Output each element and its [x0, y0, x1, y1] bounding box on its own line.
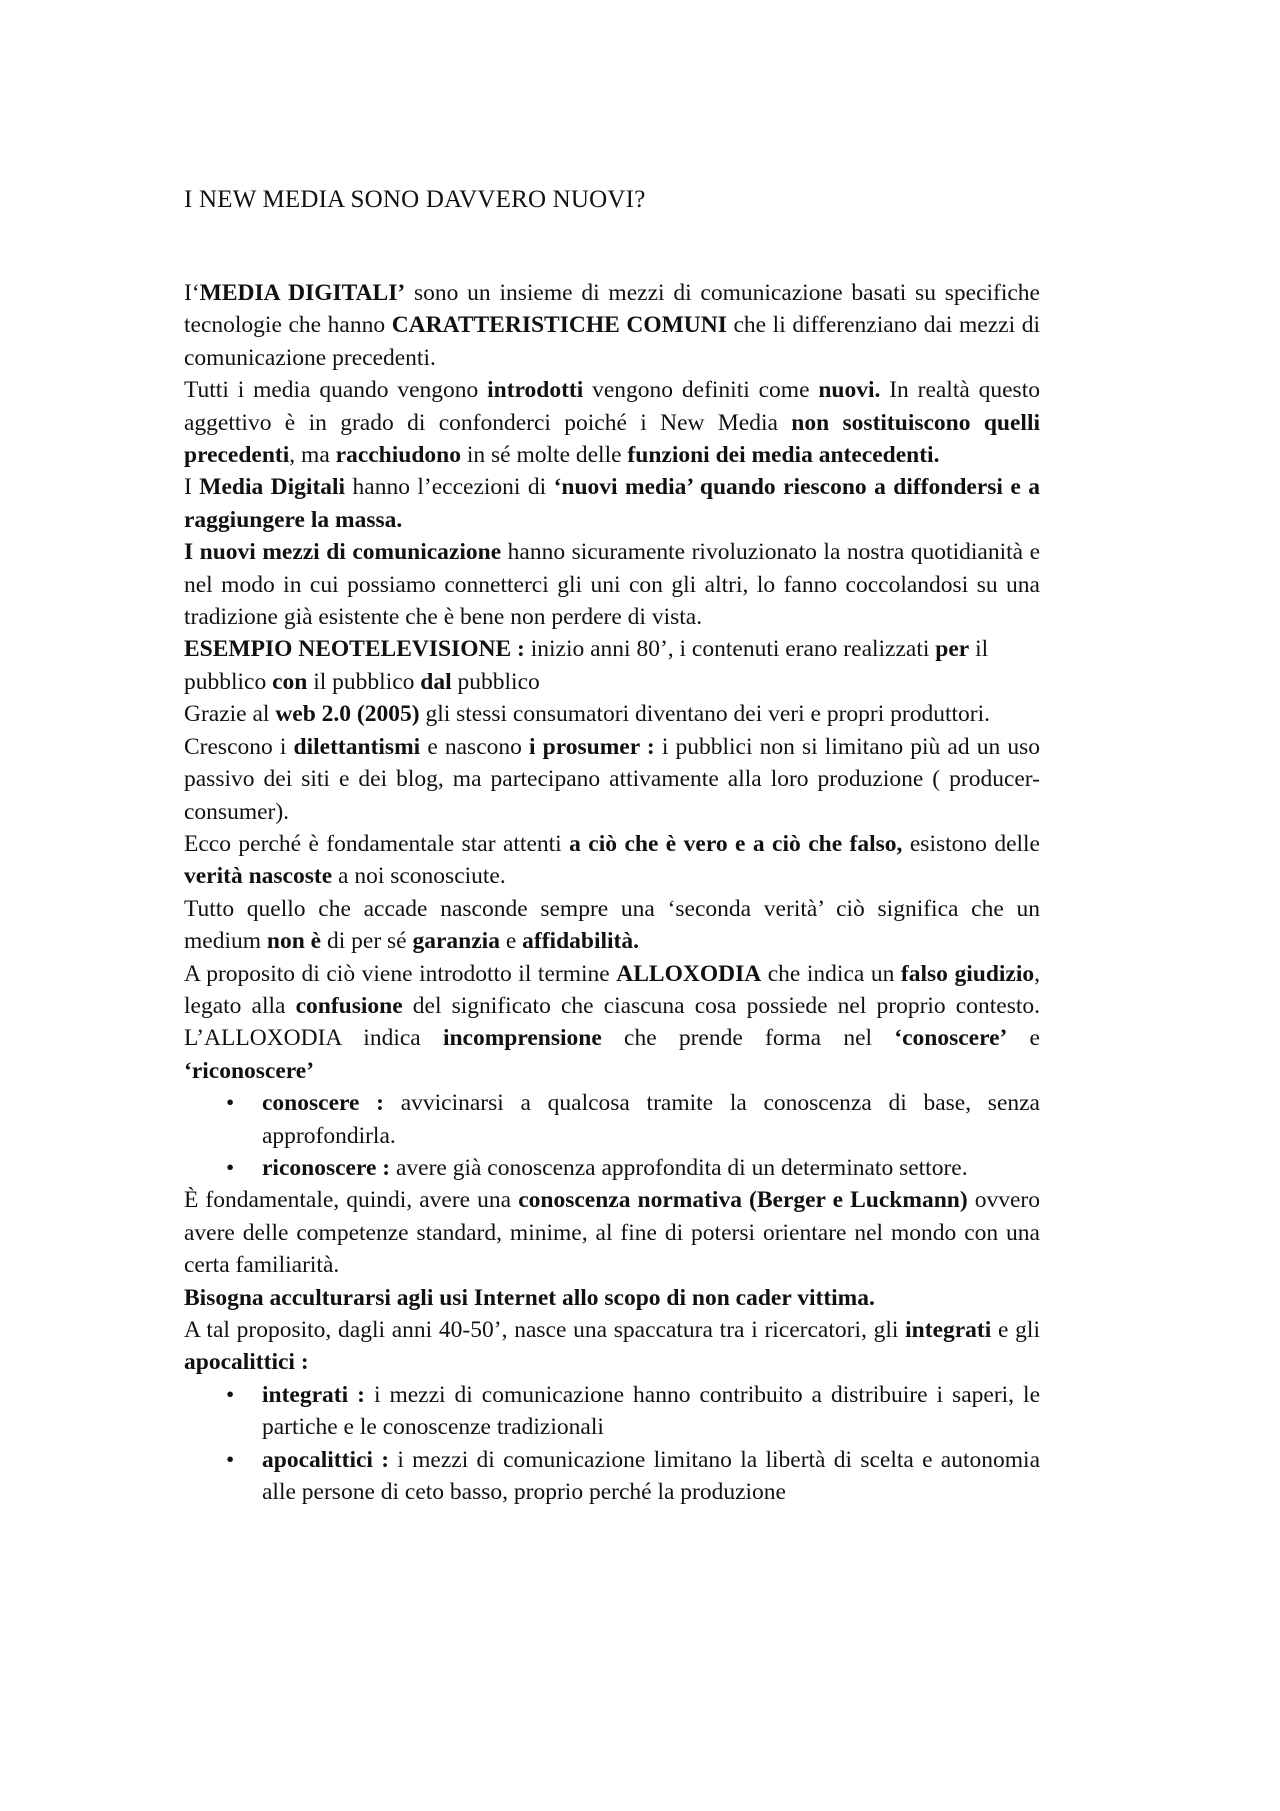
bullet-list-conoscere	[184, 1087, 1040, 1184]
paragraph-prosumer: Crescono i dilettantismi e nascono i prosumer : i pubblici non si limitano più ad un uso passivo dei siti e dei blog, ma partecipano attivamente alla loro produzione ( producer-consumer).	[184, 733, 1040, 825]
paragraph-web20: Grazie al web 2.0 (2005) gli stessi consumatori diventano dei veri e propri produttori.	[184, 701, 990, 728]
list-item: • apocalittici : i mezzi di comunicazione limitano la libertà di scelta e autonomia alle persone di ceto basso, proprio perché la produzione	[184, 1444, 1040, 1509]
bullet-icon: •	[226, 1154, 235, 1181]
list-item: • riconoscere : avere già conoscenza approfondita di un determinato settore.	[184, 1152, 1040, 1184]
paragraph-nuovi-mezzi: I nuovi mezzi di comunicazione hanno sicuramente rivoluzionato la nostra quotidianità e nel modo in cui possiamo connetterci gli uni con gli altri, lo fanno coccolandosi su una tradizione già esistente che è bene non perdere di vista.	[184, 539, 1040, 631]
bullet-icon: •	[226, 1381, 235, 1408]
paragraph-acculturarsi: Bisogna acculturarsi agli usi Internet allo scopo di non cader vittima.	[184, 1284, 875, 1311]
list-item: • conoscere : avvicinarsi a qualcosa tramite la conoscenza di base, senza approfondirla.	[184, 1087, 1040, 1152]
paragraph-media-digitali-massa: I Media Digitali hanno l’eccezioni di ‘nuovi media’ quando riescono a diffondersi e a raggiungere la massa.	[184, 474, 1040, 533]
bullet-list-integrati	[184, 1379, 1040, 1509]
bullet-icon: •	[226, 1446, 235, 1473]
paragraph-vero-falso: Ecco perché è fondamentale star attenti a ciò che è vero e a ciò che falso, esistono delle verità nascoste a noi sconosciute.	[184, 830, 1040, 890]
paragraph-alloxodia: A proposito di ciò viene introdotto il termine ALLOXODIA che indica un falso giudizio, legato alla confusione del significato che ciascuna cosa possiede nel proprio contesto. L’ALLOXODIA indica incomprensione che prende forma nel ‘conoscere’ e ‘riconoscere’	[184, 960, 1041, 1084]
bullet-icon: •	[226, 1090, 235, 1117]
page-title: I NEW MEDIA SONO DAVVERO NUOVI?	[184, 186, 646, 213]
document-body	[184, 277, 1040, 1508]
paragraph-neotelevisione: ESEMPIO NEOTELEVISIONE : inizio anni 80’, i contenuti erano realizzati per il pubblico con il pubblico dal pubblico	[184, 636, 989, 695]
paragraph-nuovi: Tutti i media quando vengono introdotti vengono definiti come nuovi. In realtà questo aggettivo è in grado di confonderci poiché i New Media non sostituiscono quelli precedenti, ma racchiudono in sé molte delle funzioni dei media antecedenti.	[184, 377, 1040, 469]
list-item: • integrati : i mezzi di comunicazione hanno contribuito a distribuire i saperi, le partiche e le conoscenze tradizionali	[184, 1379, 1040, 1444]
paragraph-seconda-verita: Tutto quello che accade nasconde sempre una ‘seconda verità’ ciò significa che un medium non è di per sé garanzia e affidabilità.	[184, 895, 1040, 955]
paragraph-integrati-apocalittici: A tal proposito, dagli anni 40-50’, nasce una spaccatura tra i ricercatori, gli integrati e gli apocalittici :	[184, 1317, 1040, 1376]
paragraph-conoscenza-normativa: È fondamentale, quindi, avere una conoscenza normativa (Berger e Luckmann) ovvero avere delle competenze standard, minime, al fine di potersi orientare nel mondo con una certa familiarità.	[184, 1187, 1040, 1279]
paragraph-media-digitali: I‘MEDIA DIGITALI’ sono un insieme di mezzi di comunicazione basati su specifiche tecnologie che hanno CARATTERISTICHE COMUNI che li differenziano dai mezzi di comunicazione precedenti.	[184, 280, 1040, 371]
